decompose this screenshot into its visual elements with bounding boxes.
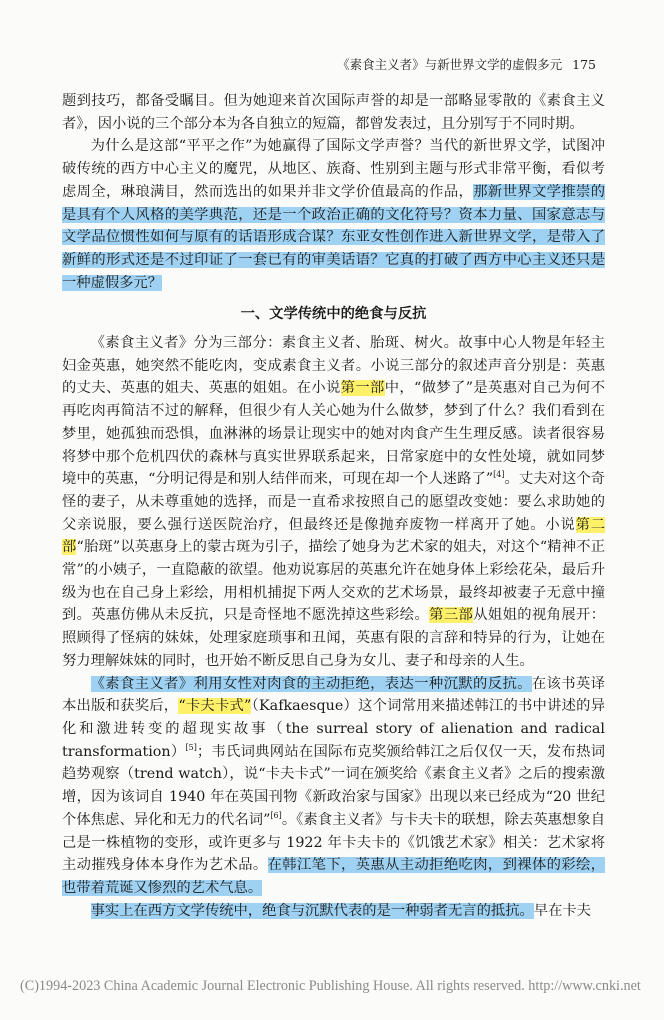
highlighted-text: 在韩江笔下，英惠从主动拒绝吃肉，到裸体的彩绘，也带着荒诞又惨烈的艺术气息。 <box>62 857 606 896</box>
paragraph-text: “胎斑”以英惠身上的蒙古斑为引子，描绘了她身为艺术家的姐夫，对这个“精神不正常”的小姨子，一直隐蔽的欲望。他劝说寡居的英惠允许在她身体上彩绘花朵，最后升级为也在自己身上彩绘，用相机捕捉下两人交欢的艺术场景，最终却被妻子无意中撞到。英惠仿佛从未反抗，只是奇怪地不愿洗掉这些彩绘。 <box>62 539 605 624</box>
page-number: 175 <box>572 57 596 72</box>
highlighted-text: 事实上在西方文学传统中，绝食与沉默代表的是一种弱者无言的抵抗。 <box>90 902 534 919</box>
paragraph-text: 《素食主义者》分为三部分：素食主义者、胎斑、树火。故事中心人物是年轻主妇金英惠，她突然不能吃肉，变成素食主义者。小说三部分的叙述声音分别是：英惠的丈夫、英惠的姐夫、英惠的姐姐。在小说 <box>62 335 605 397</box>
highlighted-text: 那新世界文学推崇的是具有个人风格的美学典范，还是一个政治正确的文化符号？资本力量、国家意志与文学品位惯性如何与原有的话语形成合谋？东亚女性创作进入新世界文学，是带入了新鲜的形式还是不过印证了一套已有的审美话语？它真的打破了西方中心主义还只是一种虚假多元？ <box>62 183 606 291</box>
paragraph-text: 早在卡夫 <box>533 902 591 919</box>
highlighted-text: “卡夫卡式” <box>178 698 252 715</box>
highlighted-text: 第二部 <box>62 516 605 556</box>
running-title: 《素食主义者》与新世界文学的虚假多元 <box>337 57 563 72</box>
footnote-ref: [6] <box>270 811 282 821</box>
paragraph-text: 为什么是这部“平平之作”为她赢得了国际文学声誉？当代的新世界文学，试图冲破传统的西方中心主义的魔咒，从地区、族裔、性别到主题与形式非常平衡，看似考虑周全，琳琅满目，然而选出的如果并非文学价值最高的作品， <box>62 138 605 200</box>
paragraph-text: （Kafkaesque）这个词常用来描述韩江的书中讲述的异化和激进转变的超现实故事（the surreal story of alienation and radical transformation） <box>62 698 606 760</box>
paragraph-tradition <box>62 900 605 923</box>
copyright-footer: (C)1994-2023 China Academic Journal Electronic Publishing House. All rights reserved. http://www.cnki.net <box>20 978 641 994</box>
paragraph-text: 中，“做梦了”是英惠对自己为何不再吃肉再简洁不过的解释，但很少有人关心她为什么做梦，梦到了什么？我们看到在梦里，她孤独而恐惧，血淋淋的场景让现实中的她对肉食产生生理反感。读者很容易将梦中那个危机四伏的森林与真实世界联系起来，日常家庭中的女性处境，就如同梦境中的英惠，“分明记得是和别人结伴而来，可现在却一个人迷路了” <box>62 380 606 488</box>
highlighted-text: 第三部 <box>429 607 474 624</box>
paragraph-structure <box>62 332 605 673</box>
highlighted-text: 《素食主义者》利用女性对肉食的主动拒绝，表达一种沉默的反抗。 <box>90 675 532 692</box>
section-heading: 一、文学传统中的绝食与反抗 <box>240 306 427 323</box>
paragraph-text: ；韦氏词典网站在国际布克奖颁给韩江之后仅仅一天，发布热词趋势观察（trend watch），说“卡夫卡式”一词在颁奖给《素食主义者》之后的搜索激增，因为该词自 1940 年在英国刊物《新政治家与国家》出现以来已经成为“20 世纪个体焦虑、异化和无力的代名词” <box>62 743 605 828</box>
paragraph-question <box>62 135 605 294</box>
paragraph-continued <box>62 90 605 135</box>
footnote-ref: [4] <box>493 470 505 480</box>
article-body <box>62 90 605 922</box>
paragraph-text: 。《素食主义者》与卡夫卡的联想，除去英惠想象自己是一株植物的变形，或许更多与 1922 年卡夫卡的《饥饿艺术家》相关：艺术家将主动摧残身体本身作为艺术品。 <box>62 811 605 874</box>
highlighted-text: 第一部 <box>340 380 385 397</box>
paragraph-text: 在该书英译本出版和获奖后， <box>62 675 606 715</box>
paragraph-text: 题到技巧，都备受瞩目。但为她迎来首次国际声誉的却是一部略显零散的《素食主义者》，因小说的三个部分本为各自独立的短篇，都曾发表过，且分别写于不同时期。 <box>62 93 605 132</box>
paragraph-kafkaesque <box>62 673 605 900</box>
paragraph-text: 。丈夫对这个奇怪的妻子，从未尊重她的选择，而是一直希求按照自己的愿望改变她：要么求助她的父亲说服，要么强行送医院治疗，但最终还是像抛弃废物一样离开了她。小说 <box>62 471 605 533</box>
running-header <box>337 55 596 73</box>
paragraph-text: 从姐姐的视角展开：照顾得了怪病的妹妹，处理家庭琐事和丑闻，英惠有限的言辞和特异的行为，让她在努力理解妹妹的同时，也开始不断反思自己身为女儿、妻子和母亲的人生。 <box>62 607 606 669</box>
footnote-ref: [5] <box>185 742 197 752</box>
